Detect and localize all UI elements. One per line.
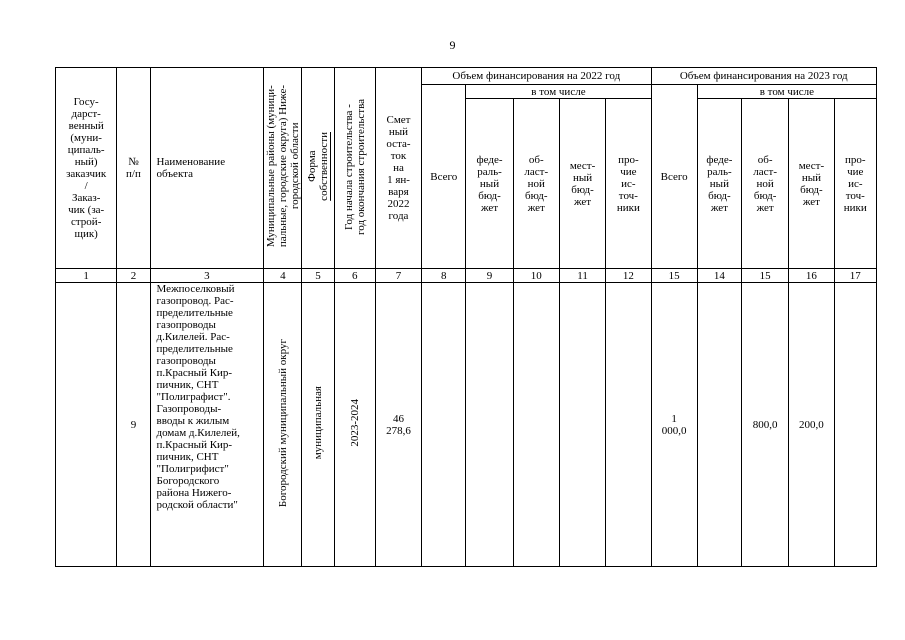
- row-2023-local: 200,0: [789, 283, 834, 567]
- header-2023-local: мест- ный бюд- жет: [789, 99, 834, 269]
- header-2022-local: мест- ный бюд- жет: [559, 99, 605, 269]
- row-municipality: Богородский муниципальный округ: [264, 283, 302, 567]
- row-estimate: 46 278,6: [375, 283, 421, 567]
- header-2022-incl: в том числе: [466, 85, 651, 99]
- column-number: 15: [651, 269, 697, 283]
- header-financing-2022: Объем финансирования на 2022 год: [422, 68, 651, 85]
- row-2023-other: [834, 283, 876, 567]
- header-2022-total: Всего: [422, 85, 466, 269]
- row-years: 2023-2024: [334, 283, 375, 567]
- header-years: Год начала строительства - год окончания строительства: [334, 68, 375, 269]
- header-2023-federal: феде- раль- ный бюд- жет: [697, 99, 741, 269]
- column-number: 1: [56, 269, 117, 283]
- column-number: 2: [117, 269, 150, 283]
- row-2022-other: [606, 283, 651, 567]
- row-2023-regional: 800,0: [742, 283, 789, 567]
- header-2022-regional: об- ласт- ной бюд- жет: [513, 99, 559, 269]
- row-2023-federal: [697, 283, 741, 567]
- column-number: 12: [606, 269, 651, 283]
- column-number: 6: [334, 269, 375, 283]
- header-object-name: Наименование объекта: [150, 68, 264, 269]
- row-num: 9: [117, 283, 150, 567]
- row-2023-total: 1 000,0: [651, 283, 697, 567]
- column-number: 7: [375, 269, 421, 283]
- row-customer: [56, 283, 117, 567]
- column-number: 15: [742, 269, 789, 283]
- column-number: 9: [466, 269, 513, 283]
- row-2022-federal: [466, 283, 513, 567]
- header-estimate: Смет ный оста- ток на 1 ян- варя 2022 года: [375, 68, 421, 269]
- header-financing-2023: Объем финансирования на 2023 год: [651, 68, 877, 85]
- header-2023-total: Всего: [651, 85, 697, 269]
- column-number: 5: [302, 269, 334, 283]
- header-2023-regional: об- ласт- ной бюд- жет: [742, 99, 789, 269]
- table-row: [56, 283, 877, 567]
- header-2023-other: про- чие ис- точ- ники: [834, 99, 876, 269]
- column-number: 10: [513, 269, 559, 283]
- column-number: 14: [697, 269, 741, 283]
- row-object-name: Межпоселковый газопровод. Рас- пределительные газопроводы д.Килелей. Рас- пределительные газопроводы п.Красный Кир- пичник, СНТ "Полиграфист". Газопроводы- вводы к жилым домам д.Килелей, п.Красный Кир- пичник, СНТ "Полигрифист" Богородского района Нижего- родской области": [150, 283, 264, 567]
- column-number: 11: [559, 269, 605, 283]
- row-2022-regional: [513, 283, 559, 567]
- header-ownership: Форма собственности: [302, 68, 334, 269]
- row-2022-local: [559, 283, 605, 567]
- row-ownership: муниципальная: [302, 283, 334, 567]
- column-number: 3: [150, 269, 264, 283]
- page-number: 9: [449, 38, 456, 52]
- header-customer: Госу- дарст- венный (муни- ципаль- ный) заказчик / Заказ- чик (за- строй- щик): [56, 68, 117, 269]
- financing-table: [55, 67, 877, 567]
- header-2022-other: про- чие ис- точ- ники: [606, 99, 651, 269]
- column-number: 4: [264, 269, 302, 283]
- column-numbers-row: [56, 269, 877, 283]
- row-2022-total: [422, 283, 466, 567]
- header-2023-incl: в том числе: [697, 85, 876, 99]
- column-number: 8: [422, 269, 466, 283]
- header-num: № п/п: [117, 68, 150, 269]
- column-number: 17: [834, 269, 876, 283]
- header-2022-federal: феде- раль- ный бюд- жет: [466, 99, 513, 269]
- column-number: 16: [789, 269, 834, 283]
- header-municipal: Муниципальные районы (муници- пальные, городские округа) Ниже- городской области: [264, 68, 302, 269]
